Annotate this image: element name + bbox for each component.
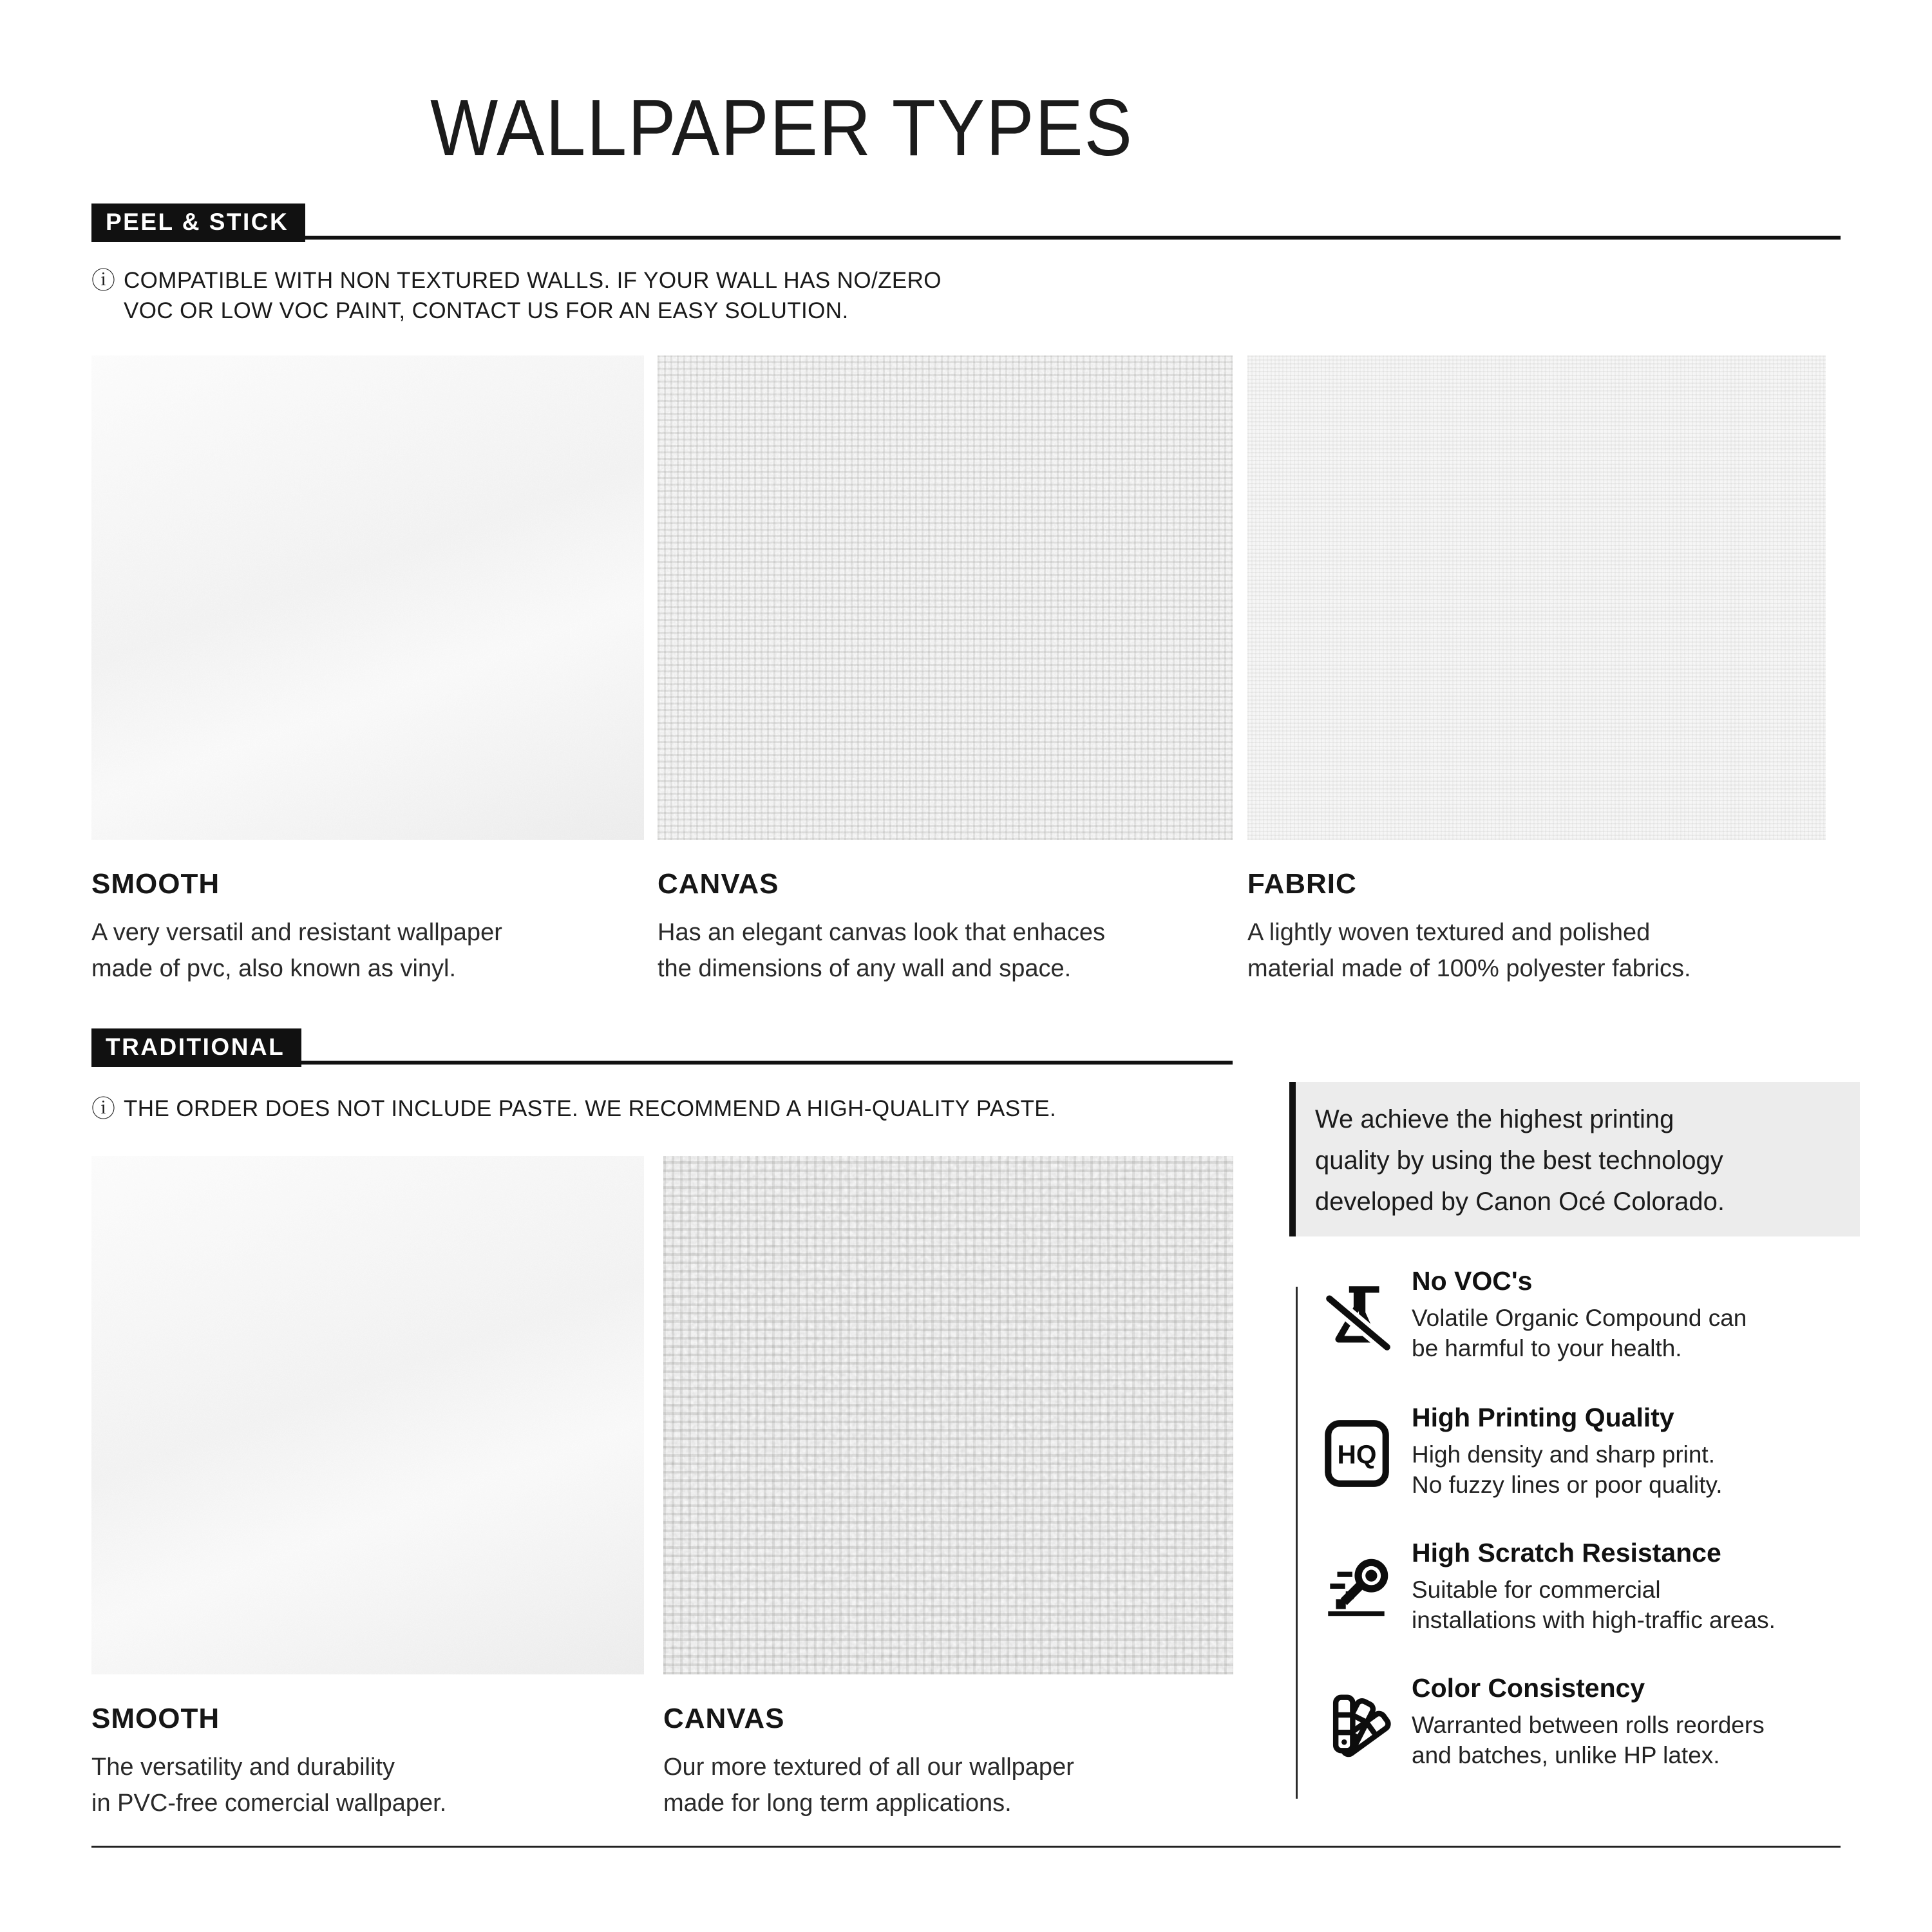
texture-image-canvas bbox=[658, 355, 1233, 840]
feature-title: No VOC's bbox=[1412, 1266, 1533, 1296]
info-icon: ⓘ bbox=[91, 267, 115, 294]
sample-card-peel-smooth bbox=[91, 355, 644, 987]
feature-high-printing-quality bbox=[1314, 1403, 1848, 1500]
info-icon: ⓘ bbox=[91, 1095, 115, 1122]
sample-name: SMOOTH bbox=[91, 868, 220, 900]
sample-name: SMOOTH bbox=[91, 1703, 220, 1734]
hq-badge-icon bbox=[1318, 1405, 1396, 1502]
feature-high-scratch-resistance bbox=[1314, 1538, 1848, 1635]
texture-weave-overlay bbox=[658, 355, 1233, 840]
sample-description: The versatility and durability in PVC-free comercial wallpaper. bbox=[91, 1754, 447, 1817]
sample-card-peel-fabric bbox=[1247, 355, 1826, 987]
texture-image-fabric bbox=[1247, 355, 1826, 840]
printing-quality-text: We achieve the highest printing quality by using the best technology developed by Canon Océ Colorado. bbox=[1315, 1105, 1725, 1216]
section-badge-peel-stick: PEEL & STICK bbox=[91, 204, 305, 242]
sample-description: Our more textured of all our wallpaper made for long term applications. bbox=[663, 1754, 1074, 1817]
texture-image-smooth bbox=[91, 1156, 644, 1674]
sample-description: A lightly woven textured and polished material made of 100% polyester fabrics. bbox=[1247, 919, 1691, 982]
section-badge-traditional: TRADITIONAL bbox=[91, 1028, 301, 1067]
sample-description: A very versatil and resistant wallpaper made of pvc, also known as vinyl. bbox=[91, 919, 502, 982]
feature-title: High Scratch Resistance bbox=[1412, 1538, 1721, 1567]
texture-image-smooth bbox=[91, 355, 644, 840]
feature-color-consistency bbox=[1314, 1673, 1848, 1770]
sample-name: CANVAS bbox=[663, 1703, 785, 1734]
texture-weave-overlay bbox=[1247, 355, 1826, 840]
printing-quality-callout bbox=[1289, 1082, 1860, 1236]
traditional-note bbox=[91, 1094, 1264, 1124]
feature-description: Volatile Organic Compound can be harmful to your health. bbox=[1412, 1305, 1747, 1361]
sample-card-traditional-canvas bbox=[663, 1156, 1233, 1821]
feature-description: High density and sharp print. No fuzzy lines or poor quality. bbox=[1412, 1441, 1723, 1498]
feature-no-vocs bbox=[1314, 1266, 1848, 1363]
sample-card-peel-canvas bbox=[658, 355, 1233, 987]
sample-description: Has an elegant canvas look that enhaces the dimensions of any wall and space. bbox=[658, 919, 1106, 982]
sample-name: FABRIC bbox=[1247, 868, 1357, 900]
color-swatch-icon bbox=[1318, 1676, 1396, 1772]
texture-shading bbox=[91, 355, 644, 840]
peel-stick-section-rule bbox=[91, 236, 1841, 240]
texture-image-canvas-rough bbox=[663, 1156, 1233, 1674]
texture-shading bbox=[91, 1156, 644, 1674]
traditional-note-text: THE ORDER DOES NOT INCLUDE PASTE. WE RECOMMEND A HIGH-QUALITY PASTE. bbox=[124, 1096, 1057, 1121]
feature-title: High Printing Quality bbox=[1412, 1403, 1674, 1432]
peel-stick-note bbox=[91, 265, 1057, 326]
page-title: WALLPAPER TYPES bbox=[430, 84, 1133, 173]
no-voc-flask-icon bbox=[1318, 1269, 1396, 1365]
sample-name: CANVAS bbox=[658, 868, 779, 900]
texture-weave-overlay bbox=[663, 1156, 1233, 1674]
feature-description: Suitable for commercial installations with high-traffic areas. bbox=[1412, 1577, 1776, 1633]
features-vertical-divider bbox=[1296, 1287, 1298, 1799]
feature-title: Color Consistency bbox=[1412, 1673, 1645, 1703]
scratch-resistance-key-icon bbox=[1318, 1540, 1396, 1637]
bottom-divider bbox=[91, 1846, 1841, 1848]
peel-stick-note-text: COMPATIBLE WITH NON TEXTURED WALLS. IF YOUR WALL HAS NO/ZERO VOC OR LOW VOC PAINT, CONTACT US FOR AN EASY SOLUTION. bbox=[124, 268, 942, 323]
feature-description: Warranted between rolls reorders and batches, unlike HP latex. bbox=[1412, 1712, 1765, 1768]
hq-icon-text: HQ bbox=[1337, 1439, 1377, 1470]
sample-card-traditional-smooth bbox=[91, 1156, 644, 1821]
